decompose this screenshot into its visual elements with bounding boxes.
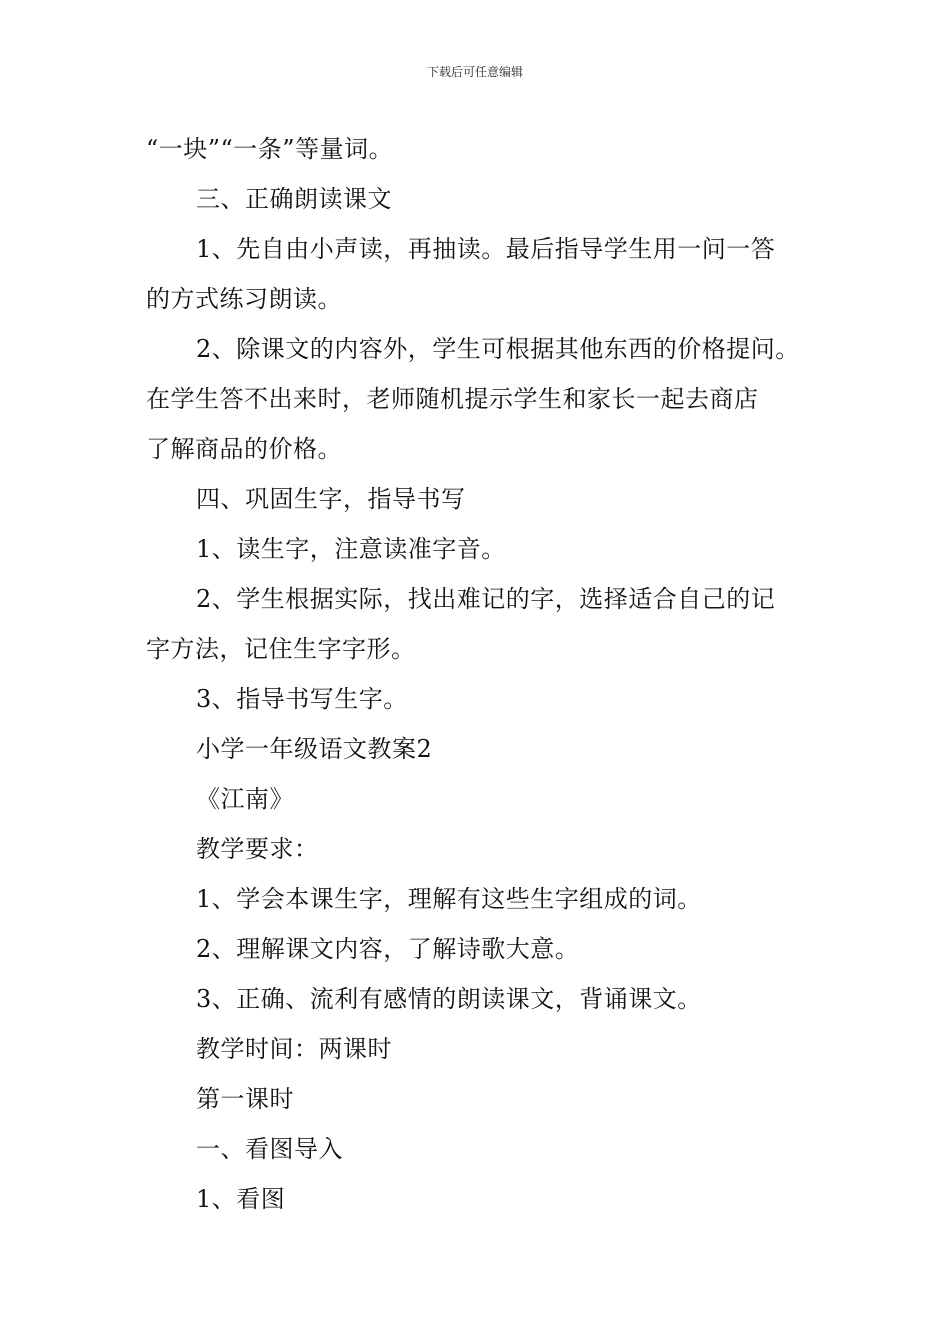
paragraph-line: 一、看图导入 bbox=[196, 1135, 343, 1163]
paragraph-line: 1、读生字，注意读准字音。 bbox=[196, 535, 506, 563]
paragraph-line: 小学一年级语文教案2 bbox=[196, 735, 433, 763]
paragraph-line: 三、正确朗读课文 bbox=[196, 185, 392, 213]
paragraph-line: 1、先自由小声读，再抽读。最后指导学生用一问一答 bbox=[196, 235, 776, 263]
paragraph-line: 2、学生根据实际，找出难记的字，选择适合自己的记 bbox=[196, 585, 776, 613]
paragraph-line: 3、正确、流利有感情的朗读课文，背诵课文。 bbox=[196, 985, 702, 1013]
paragraph-line: 在学生答不出来时，老师随机提示学生和家长一起去商店 bbox=[146, 385, 759, 413]
paragraph-line: 1、看图 bbox=[196, 1185, 286, 1213]
paragraph-line: 1、学会本课生字，理解有这些生字组成的词。 bbox=[196, 885, 702, 913]
paragraph-line: “一块”“一条”等量词。 bbox=[146, 135, 394, 163]
document-body bbox=[146, 124, 836, 1224]
paragraph-line: 的方式练习朗读。 bbox=[146, 285, 342, 313]
paragraph-line: 3、指导书写生字。 bbox=[196, 685, 408, 713]
paragraph-line: 2、除课文的内容外，学生可根据其他东西的价格提问。 bbox=[196, 335, 800, 363]
paragraph-line: 2、理解课文内容，了解诗歌大意。 bbox=[196, 935, 580, 963]
paragraph-line: 四、巩固生字，指导书写 bbox=[196, 485, 466, 513]
paragraph-line: 教学要求： bbox=[196, 835, 319, 863]
page-header-note: 下载后可任意编辑 bbox=[426, 65, 523, 79]
paragraph-line: 字方法，记住生字字形。 bbox=[146, 635, 416, 663]
paragraph-line: 第一课时 bbox=[196, 1085, 294, 1113]
paragraph-line: 《江南》 bbox=[196, 785, 294, 813]
paragraph-line: 了解商品的价格。 bbox=[146, 435, 342, 463]
paragraph-line: 教学时间：两课时 bbox=[196, 1035, 392, 1063]
